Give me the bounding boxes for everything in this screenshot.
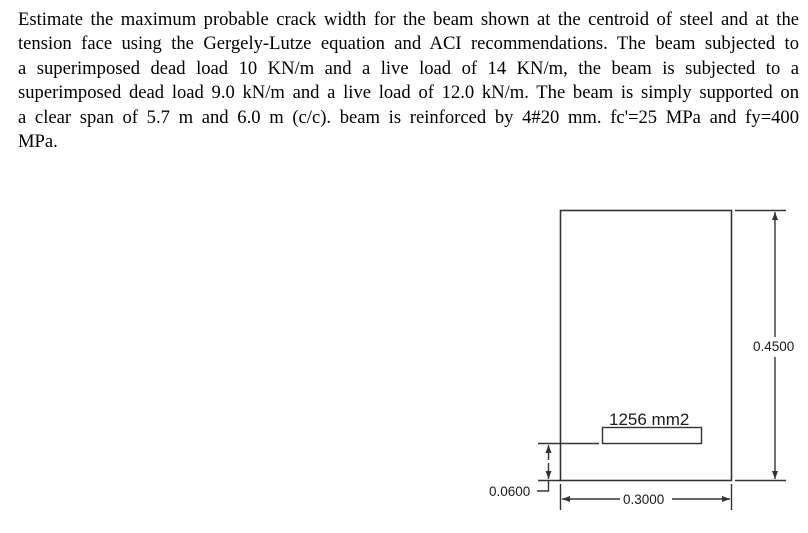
width-dimension-label: 0.3000 xyxy=(623,492,665,507)
height-dimension xyxy=(735,211,794,481)
steel-area-label: 1256 mm2 xyxy=(609,410,690,429)
width-dimension xyxy=(561,484,732,510)
height-dimension-label: 0.4500 xyxy=(753,339,795,354)
problem-line: superimposed dead load 9.0 kN/m and a live load of 12.0 kN/m. The beam is simply supported on xyxy=(18,82,799,104)
problem-line: tension face using the Gergely-Lutze equation and ACI recommendations. The beam subjected to xyxy=(18,33,799,55)
problem-line: a superimposed dead load 10 KN/m and a live load of 14 KN/m, the beam is subjected to a xyxy=(18,57,799,79)
cover-dimension xyxy=(489,444,599,500)
problem-line: a clear span of 5.7 m and 6.0 m (c/c). beam is reinforced by 4#20 mm. fc'=25 MPa and fy=400 xyxy=(18,106,799,128)
problem-line: MPa. xyxy=(18,131,58,153)
steel-reinforcement-block xyxy=(603,428,702,444)
cover-dimension-label: 0.0600 xyxy=(489,484,531,499)
problem-line: Estimate the maximum probable crack width for the beam shown at the centroid of steel and at the xyxy=(18,9,799,30)
beam-outline xyxy=(561,211,732,481)
